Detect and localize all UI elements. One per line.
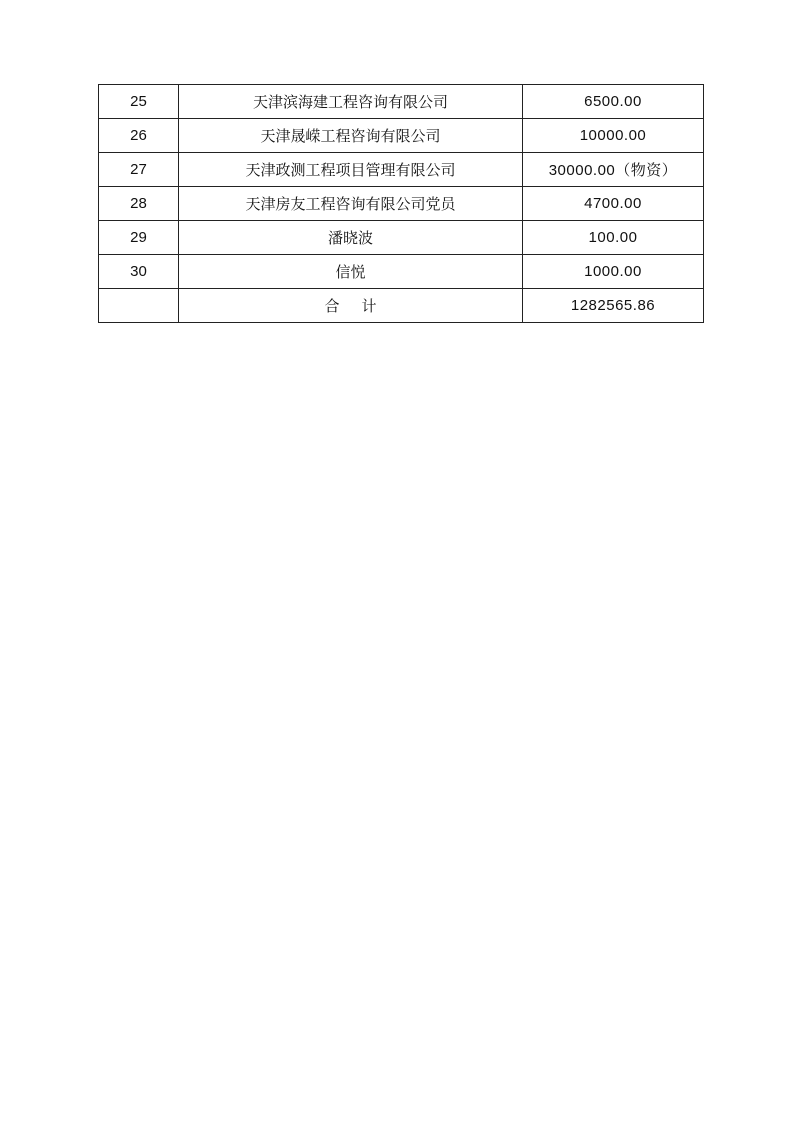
row-number: 26 bbox=[99, 119, 179, 153]
donation-amount: 10000.00 bbox=[523, 119, 704, 153]
donor-name: 天津房友工程咨询有限公司党员 bbox=[179, 187, 523, 221]
donation-amount: 100.00 bbox=[523, 221, 704, 255]
donor-name: 天津政测工程项目管理有限公司 bbox=[179, 153, 523, 187]
donor-name: 天津滨海建工程咨询有限公司 bbox=[179, 85, 523, 119]
table-row bbox=[99, 221, 704, 255]
donor-name: 信悦 bbox=[179, 255, 523, 289]
total-row bbox=[99, 289, 704, 323]
total-empty-cell bbox=[99, 289, 179, 323]
row-number: 27 bbox=[99, 153, 179, 187]
table-row bbox=[99, 255, 704, 289]
table-row bbox=[99, 187, 704, 221]
row-number: 29 bbox=[99, 221, 179, 255]
table-row bbox=[99, 85, 704, 119]
total-amount: 1282565.86 bbox=[523, 289, 704, 323]
total-label: 合计 bbox=[179, 289, 523, 323]
donation-amount: 4700.00 bbox=[523, 187, 704, 221]
row-number: 25 bbox=[99, 85, 179, 119]
donor-name: 潘晓波 bbox=[179, 221, 523, 255]
donor-name: 天津晟嵘工程咨询有限公司 bbox=[179, 119, 523, 153]
donation-amount: 6500.00 bbox=[523, 85, 704, 119]
table-row bbox=[99, 119, 704, 153]
table-row bbox=[99, 153, 704, 187]
donation-amount: 1000.00 bbox=[523, 255, 704, 289]
donation-table bbox=[98, 84, 704, 323]
row-number: 30 bbox=[99, 255, 179, 289]
row-number: 28 bbox=[99, 187, 179, 221]
donation-amount: 30000.00（物资） bbox=[523, 153, 704, 187]
